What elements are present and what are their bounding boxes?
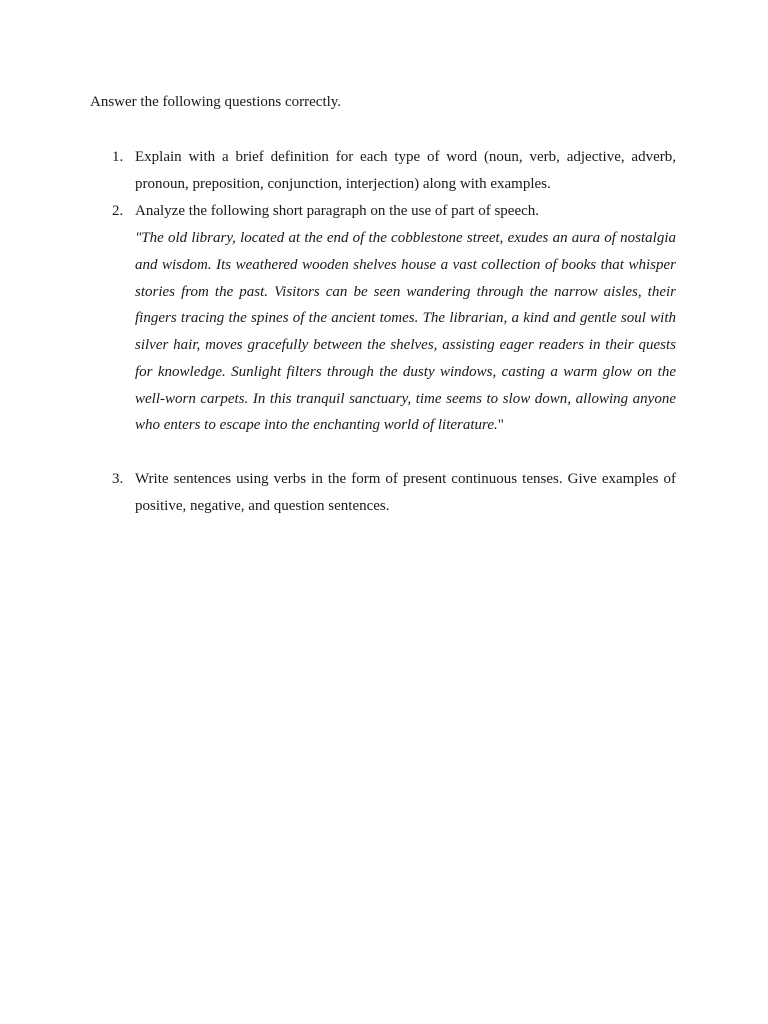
document-page bbox=[90, 91, 676, 520]
question-number-2: 2. bbox=[112, 203, 124, 219]
question-item-3 bbox=[90, 466, 676, 520]
question-text-2: Analyze the following short paragraph on the use of part of speech. bbox=[135, 203, 540, 219]
paragraph-quote-close: " bbox=[497, 417, 504, 434]
question-list bbox=[90, 144, 676, 520]
paragraph-quote bbox=[135, 225, 676, 439]
instruction-text: Answer the following questions correctly. bbox=[90, 94, 342, 110]
question-item-1 bbox=[90, 144, 676, 198]
question-text-1: Explain with a brief definition for each type of word (noun, verb, adjective, adverb, pronoun, preposition, conjunction, interjection) along with examples. bbox=[135, 149, 676, 192]
question-number-1: 1. bbox=[112, 149, 124, 165]
question-item-2 bbox=[90, 198, 676, 439]
question-number-3: 3. bbox=[112, 471, 124, 487]
paragraph-quote-text: "The old library, located at the end of the cobblestone street, exudes an aura of nostalgia and wisdom. Its weathered wooden shelves house a vast collection of books that whisper stories from the past. Visitors can be seen wandering through the narrow aisles, their fingers tracing the spines of the ancient tomes. The librarian, a kind and gentle soul with silver hair, moves gracefully between the shelves, assisting eager readers in their quests for knowledge. Sunlight filters through the dusty windows, casting a warm glow on the well-worn carpets. In this tranquil sanctuary, time seems to slow down, allowing anyone who enters to escape into the enchanting world of literature. bbox=[135, 230, 676, 434]
question-text-3: Write sentences using verbs in the form of present continuous tenses. Give examples of positive, negative, and question sentences. bbox=[135, 471, 676, 514]
